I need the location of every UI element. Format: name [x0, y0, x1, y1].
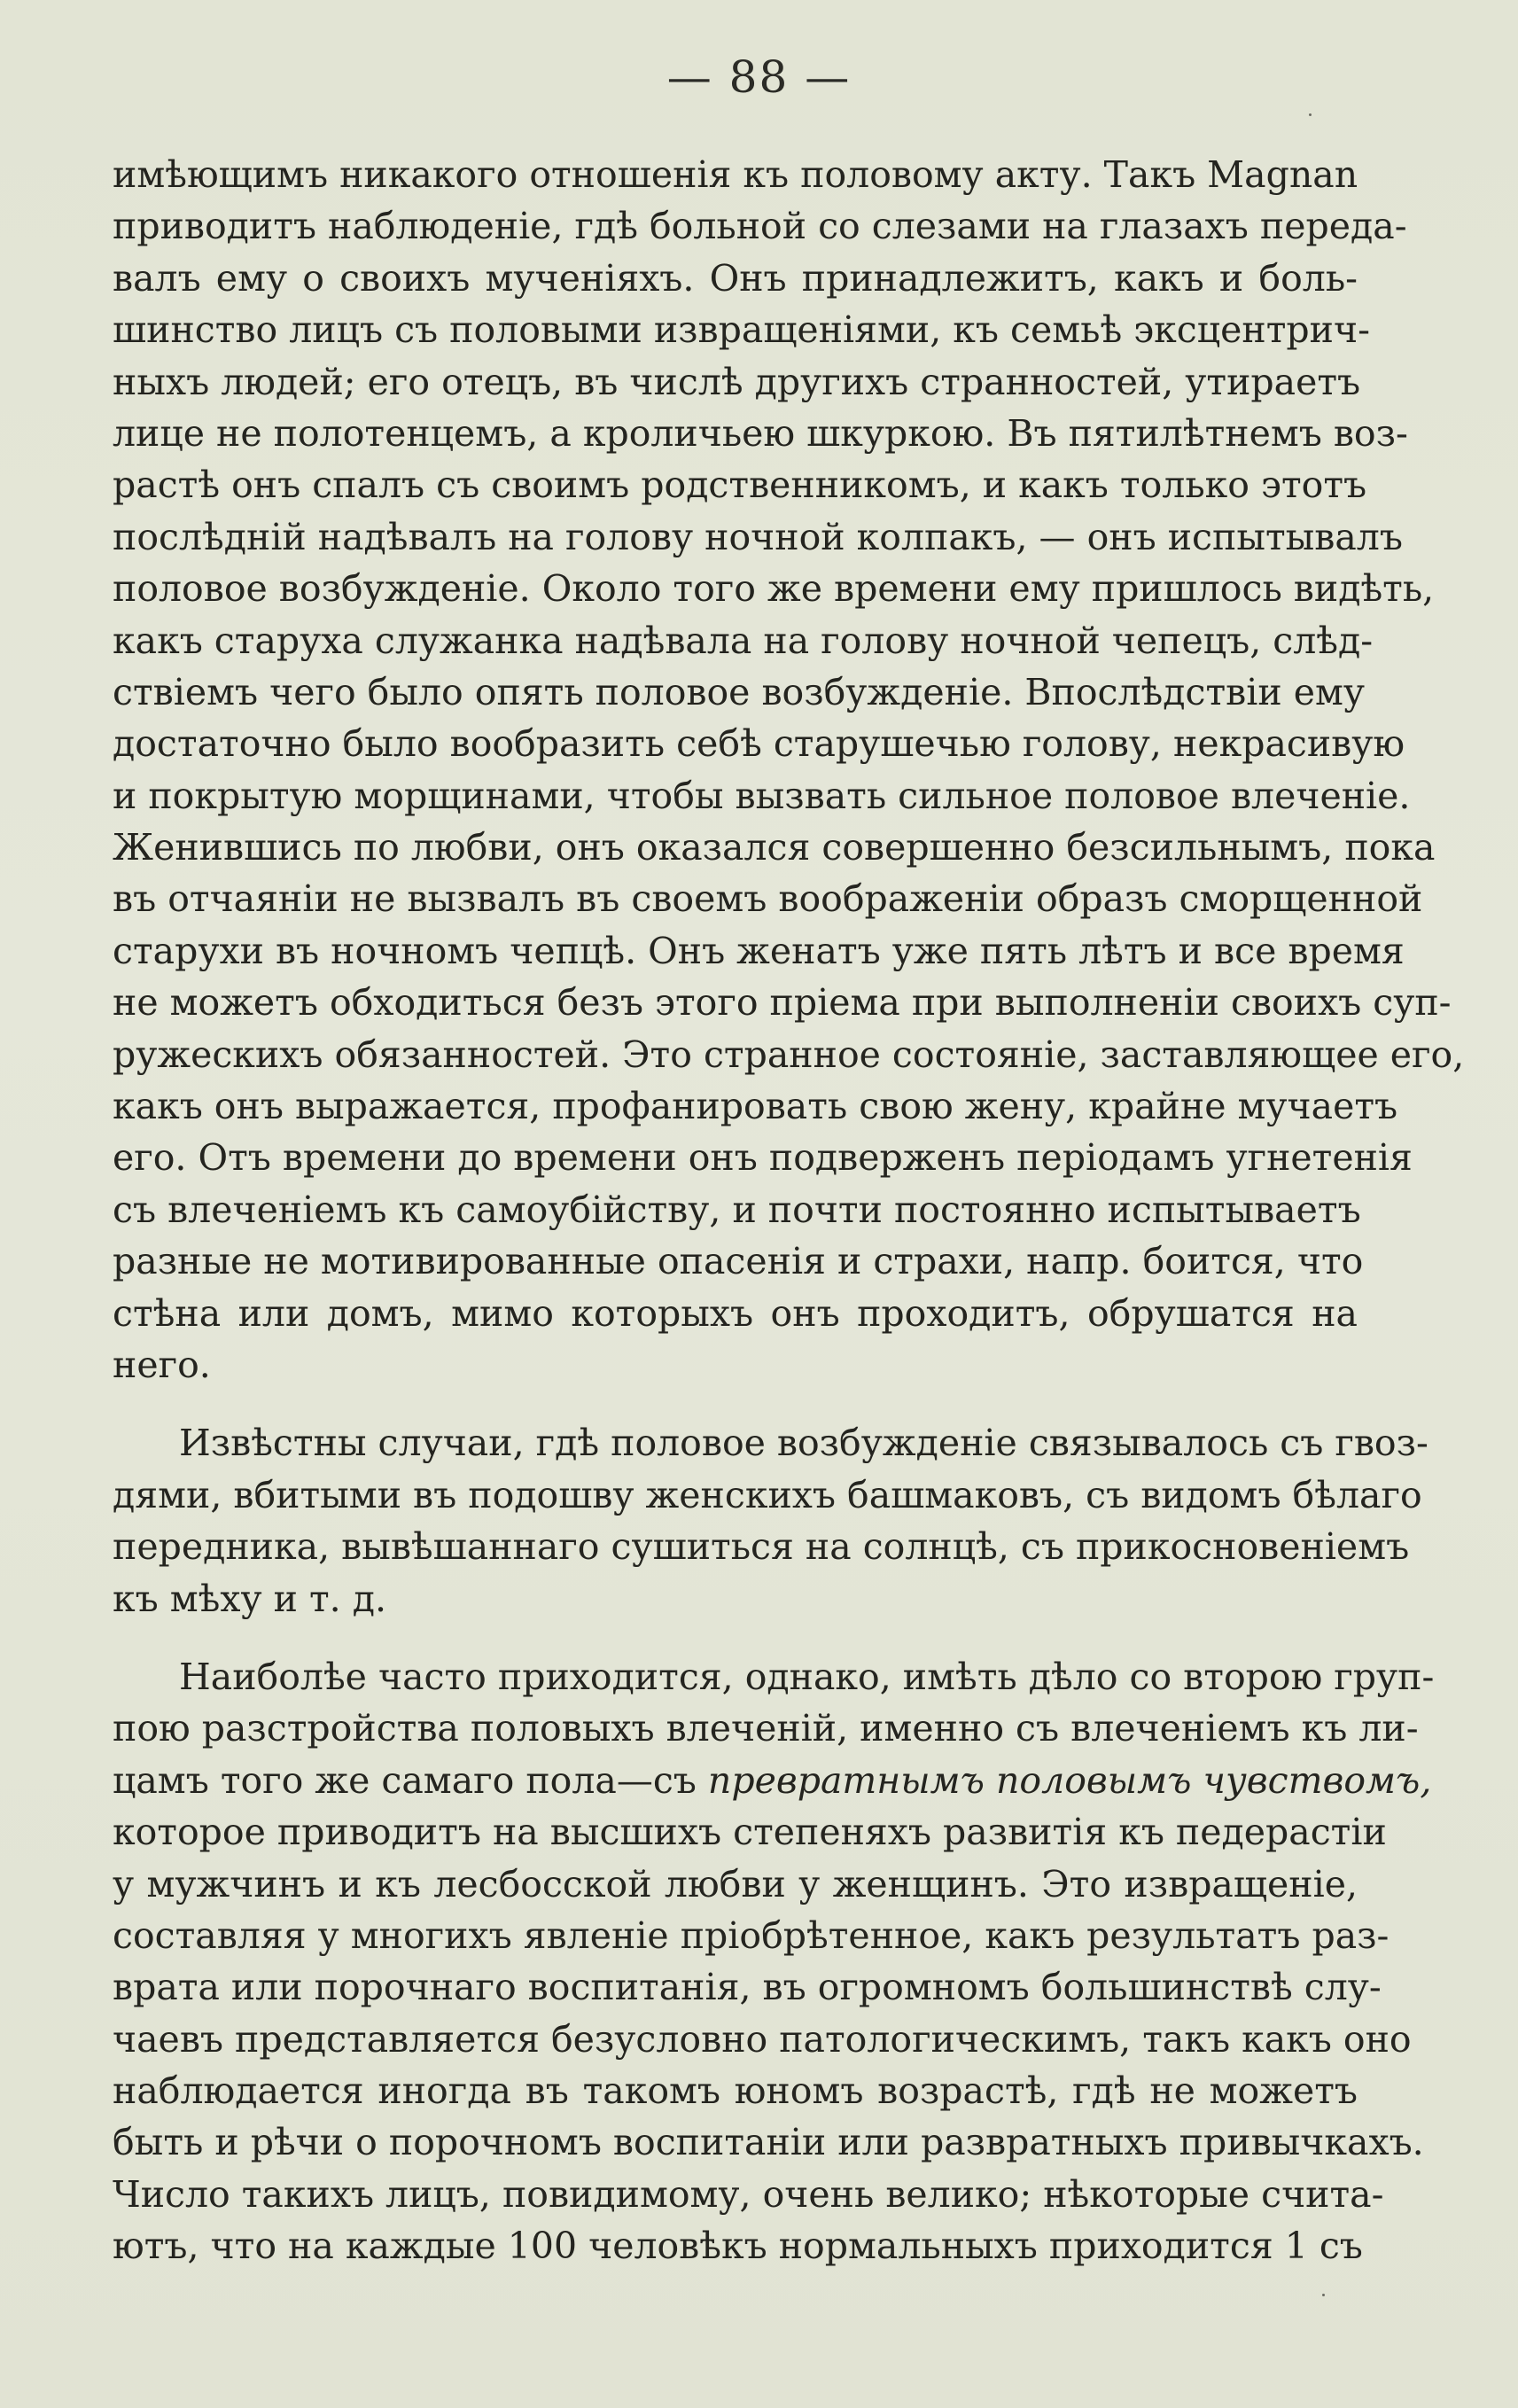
text-line: Наиболѣе часто приходится, однако, имѣть дѣло со второю груп-	[179, 1655, 1435, 1698]
paragraph-1	[113, 149, 1465, 1391]
text-line: въ отчаяніи не вызвалъ въ своемъ воображеніи образъ сморщенной	[113, 877, 1423, 921]
text-line: чаевъ представляется безусловно патологическимъ, такъ какъ оно	[113, 2017, 1412, 2061]
text-line: старухи въ ночномъ чепцѣ. Онъ женатъ уже пять лѣтъ и все время	[113, 929, 1405, 972]
text-line: имѣющимъ никакого отношенія къ половому акту. Такъ Magnan	[113, 153, 1358, 196]
text-line: наблюдается иногда въ такомъ юномъ возрастѣ, гдѣ не можетъ	[113, 2069, 1358, 2113]
text-line	[113, 1755, 1432, 1806]
text-line: достаточно было вообразить себѣ старушечью голову, некрасивую	[113, 722, 1405, 766]
text-line: приводитъ наблюденіе, гдѣ больной со слезами на глазахъ переда-	[113, 205, 1407, 248]
paper-speck	[1309, 113, 1312, 116]
paragraph-gap	[113, 1391, 1358, 1417]
text-line: растѣ онъ спалъ съ своимъ родственникомъ, и какъ только этотъ	[113, 464, 1367, 507]
text-line: врата или порочнаго воспитанія, въ огромномъ большинствѣ слу-	[113, 1966, 1382, 2009]
text-line: къ мѣху и т. д.	[113, 1577, 387, 1620]
text-line: и покрытую морщинами, чтобы вызвать сильное половое влеченіе.	[113, 774, 1411, 817]
text-line: ютъ, что на каждые 100 человѣкъ нормальныхъ приходится 1 съ	[113, 2225, 1363, 2268]
text-line: него.	[113, 1343, 211, 1386]
text-line: ныхъ людей; его отецъ, въ числѣ другихъ странностей, утираетъ	[113, 360, 1361, 403]
text-line: передника, вывѣшаннаго сушиться на солнцѣ, съ прикосновеніемъ	[113, 1525, 1410, 1569]
page-text	[113, 149, 1465, 2272]
text-line: разные не мотивированные опасенія и страхи, напр. боится, что	[113, 1240, 1364, 1283]
text-line: какъ старуха служанка надѣвала на голову ночной чепецъ, слѣд-	[113, 619, 1374, 662]
text-line: лице не полотенцемъ, а кроличьею шкуркою. Въ пятилѣтнемъ воз-	[113, 411, 1408, 455]
text-line: какъ онъ выражается, профанировать свою жену, крайне мучаетъ	[113, 1085, 1398, 1128]
paragraph-2	[113, 1417, 1428, 1625]
text-line: послѣдній надѣвалъ на голову ночной колпакъ, — онъ испытывалъ	[113, 515, 1403, 558]
paragraph-gap	[113, 1625, 1358, 1651]
text-line: быть и рѣчи о порочномъ воспитаніи или развратныхъ привычкахъ.	[113, 2121, 1424, 2164]
paragraph-3	[113, 1651, 1435, 2272]
text-line: его. Отъ времени до времени онъ подверженъ періодамъ угнетенія	[113, 1136, 1413, 1180]
text-line: Женившись по любви, онъ оказался совершенно безсильнымъ, пока	[113, 826, 1436, 869]
text-line: съ влеченіемъ къ самоубійству, и почти постоянно испытываетъ	[113, 1188, 1361, 1231]
text-line: пою разстройства половыхъ влеченій, именно съ влеченіемъ къ ли-	[113, 1707, 1419, 1750]
text-line: составляя у многихъ явленіе пріобрѣтенное, какъ результатъ раз-	[113, 1913, 1390, 1957]
text-line: не можетъ обходиться безъ этого пріема при выполненіи своихъ суп-	[113, 981, 1452, 1025]
paper-speck	[1322, 2294, 1325, 2296]
text-line: которое приводитъ на высшихъ степеняхъ развитія къ педерастіи	[113, 1811, 1387, 1854]
page-number: — 88 —	[666, 51, 852, 103]
text-line: шинство лицъ съ половыми извращеніями, къ семьѣ эксцентрич-	[113, 308, 1370, 352]
text-line: Число такихъ лицъ, повидимому, очень велико; нѣкоторые счита-	[113, 2172, 1384, 2216]
italic-phrase: превратнымъ половымъ чувствомъ,	[707, 1758, 1432, 1802]
text-line: ствіемъ чего было опять половое возбужденіе. Впослѣдствіи ему	[113, 670, 1365, 713]
text-line: валъ ему о своихъ мученіяхъ. Онъ принадлежитъ, какъ и боль-	[113, 256, 1358, 300]
text-line: половое возбужденіе. Около того же времени ему пришлось видѣть,	[113, 567, 1435, 611]
text-line: Извѣстны случаи, гдѣ половое возбужденіе связывалось съ гвоз-	[179, 1422, 1428, 1465]
text-line: у мужчинъ и къ лесбосской любви у женщинъ. Это извращеніе,	[113, 1862, 1358, 1905]
text-line: ружескихъ обязанностей. Это странное состояніе, заставляющее его,	[113, 1033, 1465, 1076]
text-line: стѣна или домъ, мимо которыхъ онъ проходитъ, обрушатся на	[113, 1291, 1358, 1335]
text-line: дями, вбитыми въ подошву женскихъ башмаковъ, съ видомъ бѣлаго	[113, 1473, 1422, 1516]
text-run: цамъ того же самаго пола—съ	[113, 1758, 708, 1802]
